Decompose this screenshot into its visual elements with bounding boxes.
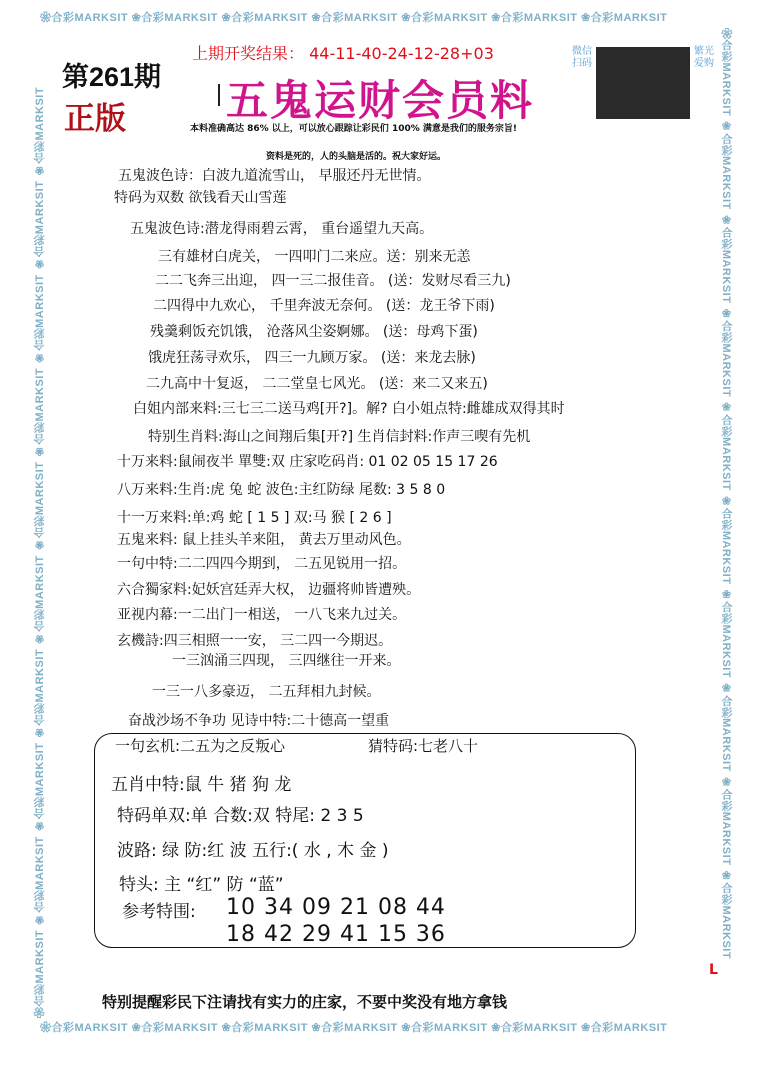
text-line: 玄機詩:四三相照一一安， 三二四一今期迟。 <box>117 633 393 649</box>
text-line: 二九高中十复返， 二二堂皇七风光。 (送：来二又来五) <box>146 376 488 392</box>
page-title: 五鬼运财会员料 <box>226 76 535 125</box>
border-watermark-bottom: ❀合彩MARKSIT ❀合彩MARKSIT ❀合彩MARKSIT ❀合彩MARKSIT ❀合彩MARKSIT ❀合彩MARKSIT ❀合彩MARKSIT <box>40 1022 668 1034</box>
text-line: 十一万来料:单:鸡 蛇 [ 1 5 ] 双:马 猴 [ 2 6 ] <box>117 510 392 526</box>
text-line: 残羹剩饭充饥饿， 沧落风尘姿婀娜。 (送：母鸡下蛋) <box>150 324 478 340</box>
text-line: 八万来料:生肖:虎 兔 蛇 波色:主红防绿 尾数: 3 5 8 0 <box>117 482 446 498</box>
border-watermark-top: ❀合彩MARKSIT ❀合彩MARKSIT ❀合彩MARKSIT ❀合彩MARKSIT ❀合彩MARKSIT ❀合彩MARKSIT ❀合彩MARKSIT <box>40 12 668 24</box>
text-line: 饿虎狂荡寻欢乐， 四三一九顾万家。 (送：来龙去脉) <box>148 350 476 366</box>
text-line: 亚视内幕:一二出门一相送， 一八飞来九过关。 <box>117 607 407 623</box>
text-line: 一三汹涌三四现， 三四继往一开来。 <box>172 653 401 669</box>
qr-side-label-right: 繁光爱购 <box>694 46 714 69</box>
last-result: 上期开奖结果： 44-11-40-24-12-28+03 <box>192 44 494 63</box>
text-line: 六合獨家料:妃妖宫廷弄大权， 边疆将帅皆遭殃。 <box>117 582 421 598</box>
text-line: 奋战沙场不争功 见诗中特:二十德高一望重 <box>128 713 390 729</box>
text-line: 白姐内部来料:三七三二送马鸡[开?]。解? 白小姐点特:雌雄成双得其时 <box>133 401 565 417</box>
text-line: 十万来料:鼠闹夜半 單雙:双 庄家吃码肖: 01 02 05 15 17 26 <box>117 454 498 470</box>
text-line: 一句中特:二二四四今期到， 二五见锐用一招。 <box>117 556 407 572</box>
qr-code-image <box>596 47 690 119</box>
tagline: 本料准确高达 86% 以上，可以放心跟踪让彩民们 100% 满意是我们的服务宗旨! <box>190 124 517 134</box>
box-line-head: 特头: 主 “红” 防 “蓝” <box>119 875 284 895</box>
box-line-guess: 猜特码:七老八十 <box>368 737 479 755</box>
box-ref-label: 参考特围: <box>122 902 196 922</box>
edition-label: 正版 <box>64 101 126 137</box>
text-line: 三有雄材白虎关， 一四叩门二来应。送：别来无恙 <box>158 249 471 265</box>
text-line: 五鬼波色诗:潜龙得雨碧云霄， 重台遥望九天高。 <box>130 221 434 237</box>
text-line: 五鬼来料: 鼠上挂头羊来阻， 黄去万里动风色。 <box>117 532 411 548</box>
ref-numbers-row-1: 10 34 09 21 08 44 <box>226 895 446 920</box>
border-watermark-left: ❀合彩MARKSIT ❀合彩MARKSIT ❀合彩MARKSIT ❀合彩MARKSIT ❀合彩MARKSIT ❀合彩MARKSIT ❀合彩MARKSIT ❀合彩MARKSIT ❀合彩MARKSIT ❀合彩MARKSIT <box>34 86 46 1018</box>
box-line-odd-even: 特码单双:单 合数:双 特尾: 2 3 5 <box>117 806 364 826</box>
box-line-wave: 波路: 绿 防:红 波 五行:( 水 , 木 金 ) <box>117 841 389 861</box>
issue-number: 第261期 <box>62 62 162 92</box>
box-line-five-zodiac: 五肖中特:鼠 牛 猪 狗 龙 <box>111 775 292 795</box>
tagline-secondary: 资料是死的，人的头脑是活的。祝大家好运。 <box>266 152 447 162</box>
footer-note: 特别提醒彩民下注请找有实力的庄家，不要中奖没有地方拿钱 <box>102 993 508 1011</box>
border-watermark-right: ❀合彩MARKSIT ❀合彩MARKSIT ❀合彩MARKSIT ❀合彩MARKSIT ❀合彩MARKSIT ❀合彩MARKSIT ❀合彩MARKSIT ❀合彩MARKSIT ❀合彩MARKSIT ❀合彩MARKSIT <box>720 28 732 960</box>
text-line: 二四得中九欢心， 千里奔波无奈何。 (送：龙王爷下雨) <box>153 298 495 314</box>
title-bar-mark <box>218 84 220 106</box>
text-line: 五鬼波色诗：白波九道流雪山， 早服还丹无世情。 <box>118 168 431 184</box>
qr-side-label-left: 微信扫码 <box>572 46 592 69</box>
text-line: 特码为双数 欲钱看天山雪莲 <box>114 190 287 206</box>
text-line: 特别生肖料:海山之间翔后集[开?] 生肖信封料:作声三喫有先机 <box>148 429 531 445</box>
text-line: 一三一八多豪迈， 二五拜相九封候。 <box>152 684 381 700</box>
box-line-riddle: 一句玄机:二五为之反叛心 <box>115 737 286 755</box>
ref-numbers-row-2: 18 42 29 41 15 36 <box>226 922 446 947</box>
corner-mark: L <box>709 962 718 978</box>
text-line: 二二飞奔三出迎， 四一三二报佳音。 (送：发财尽看三九) <box>155 273 511 289</box>
